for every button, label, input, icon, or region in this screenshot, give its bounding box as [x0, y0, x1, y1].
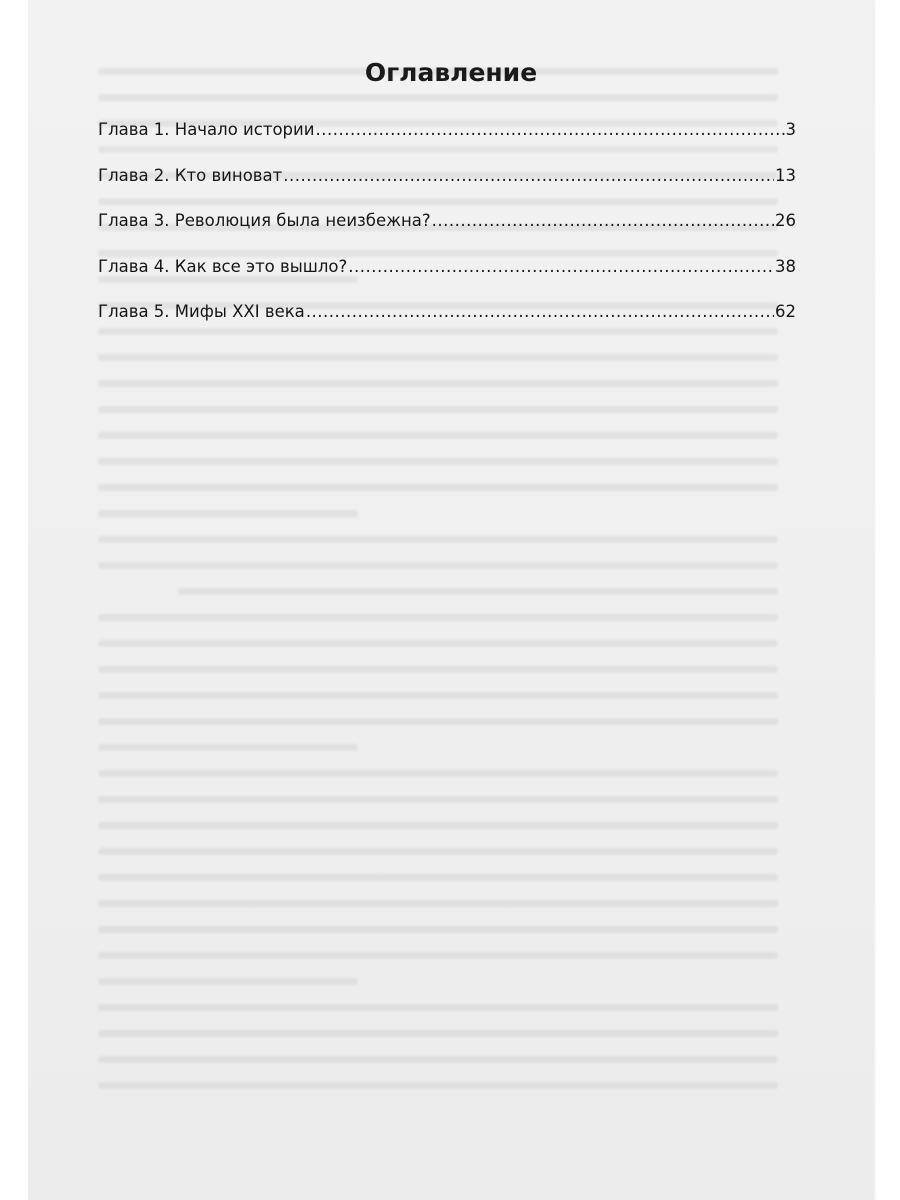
toc-entry-page-number: 3: [785, 120, 796, 139]
toc-entry-2: [98, 166, 796, 212]
bleed-line: [98, 380, 778, 387]
bleed-line: [98, 796, 778, 803]
toc-entry-page-number: 38: [775, 256, 796, 276]
bleed-line: [98, 666, 778, 673]
bleed-line: [98, 536, 778, 543]
bleed-line: [98, 484, 778, 491]
book-page: [28, 0, 874, 1200]
bleed-line: [98, 458, 778, 465]
bleed-line: [98, 926, 778, 933]
bleed-line: [98, 744, 358, 751]
toc-entry-page-number: 62: [775, 302, 796, 321]
bleed-line: [98, 770, 778, 777]
bleed-line: [98, 718, 778, 725]
bleed-line: [98, 848, 778, 855]
bleed-line: [98, 822, 778, 829]
bleed-line: [98, 900, 778, 907]
toc-entry-4: [98, 257, 796, 303]
page-title: Оглавление: [364, 58, 538, 87]
toc-entry-5: [98, 302, 796, 348]
table-of-contents: [98, 120, 796, 348]
toc-entry-label: Глава 2. Кто виноват: [98, 165, 283, 185]
toc-entry-label: Глава 4. Как все это вышло?: [98, 256, 348, 276]
bleed-line: [98, 952, 778, 959]
dot-leader: [315, 120, 784, 139]
bleed-line: [98, 692, 778, 699]
bleed-line: [178, 588, 778, 595]
dot-leader: [432, 211, 774, 230]
dot-leader: [283, 166, 774, 185]
dot-leader: [348, 257, 774, 276]
toc-entry-label: Глава 3. Революция была неизбежна?: [98, 211, 431, 230]
toc-entry-page-number: 26: [775, 211, 796, 230]
bleed-line: [98, 640, 778, 647]
bleed-line: [98, 406, 778, 413]
bleed-line: [98, 354, 778, 361]
toc-entry-label: Глава 5. Мифы XXI века: [98, 302, 305, 321]
toc-entry-page-number: 13: [775, 165, 796, 185]
bleed-line: [98, 510, 358, 517]
bleed-line: [98, 1030, 778, 1037]
bleed-line: [98, 978, 358, 985]
bleed-line: [98, 562, 778, 569]
toc-entry-1: [98, 120, 796, 166]
bleed-line: [98, 874, 778, 881]
bleed-line: [98, 614, 778, 621]
bleed-line: [98, 94, 778, 101]
bleed-line: [98, 432, 778, 439]
toc-entry-3: [98, 211, 796, 257]
bleed-line: [98, 1082, 778, 1089]
bleed-line: [98, 1056, 778, 1063]
bleed-line: [98, 1004, 778, 1011]
dot-leader: [306, 302, 774, 321]
toc-entry-label: Глава 1. Начало истории: [98, 120, 315, 139]
